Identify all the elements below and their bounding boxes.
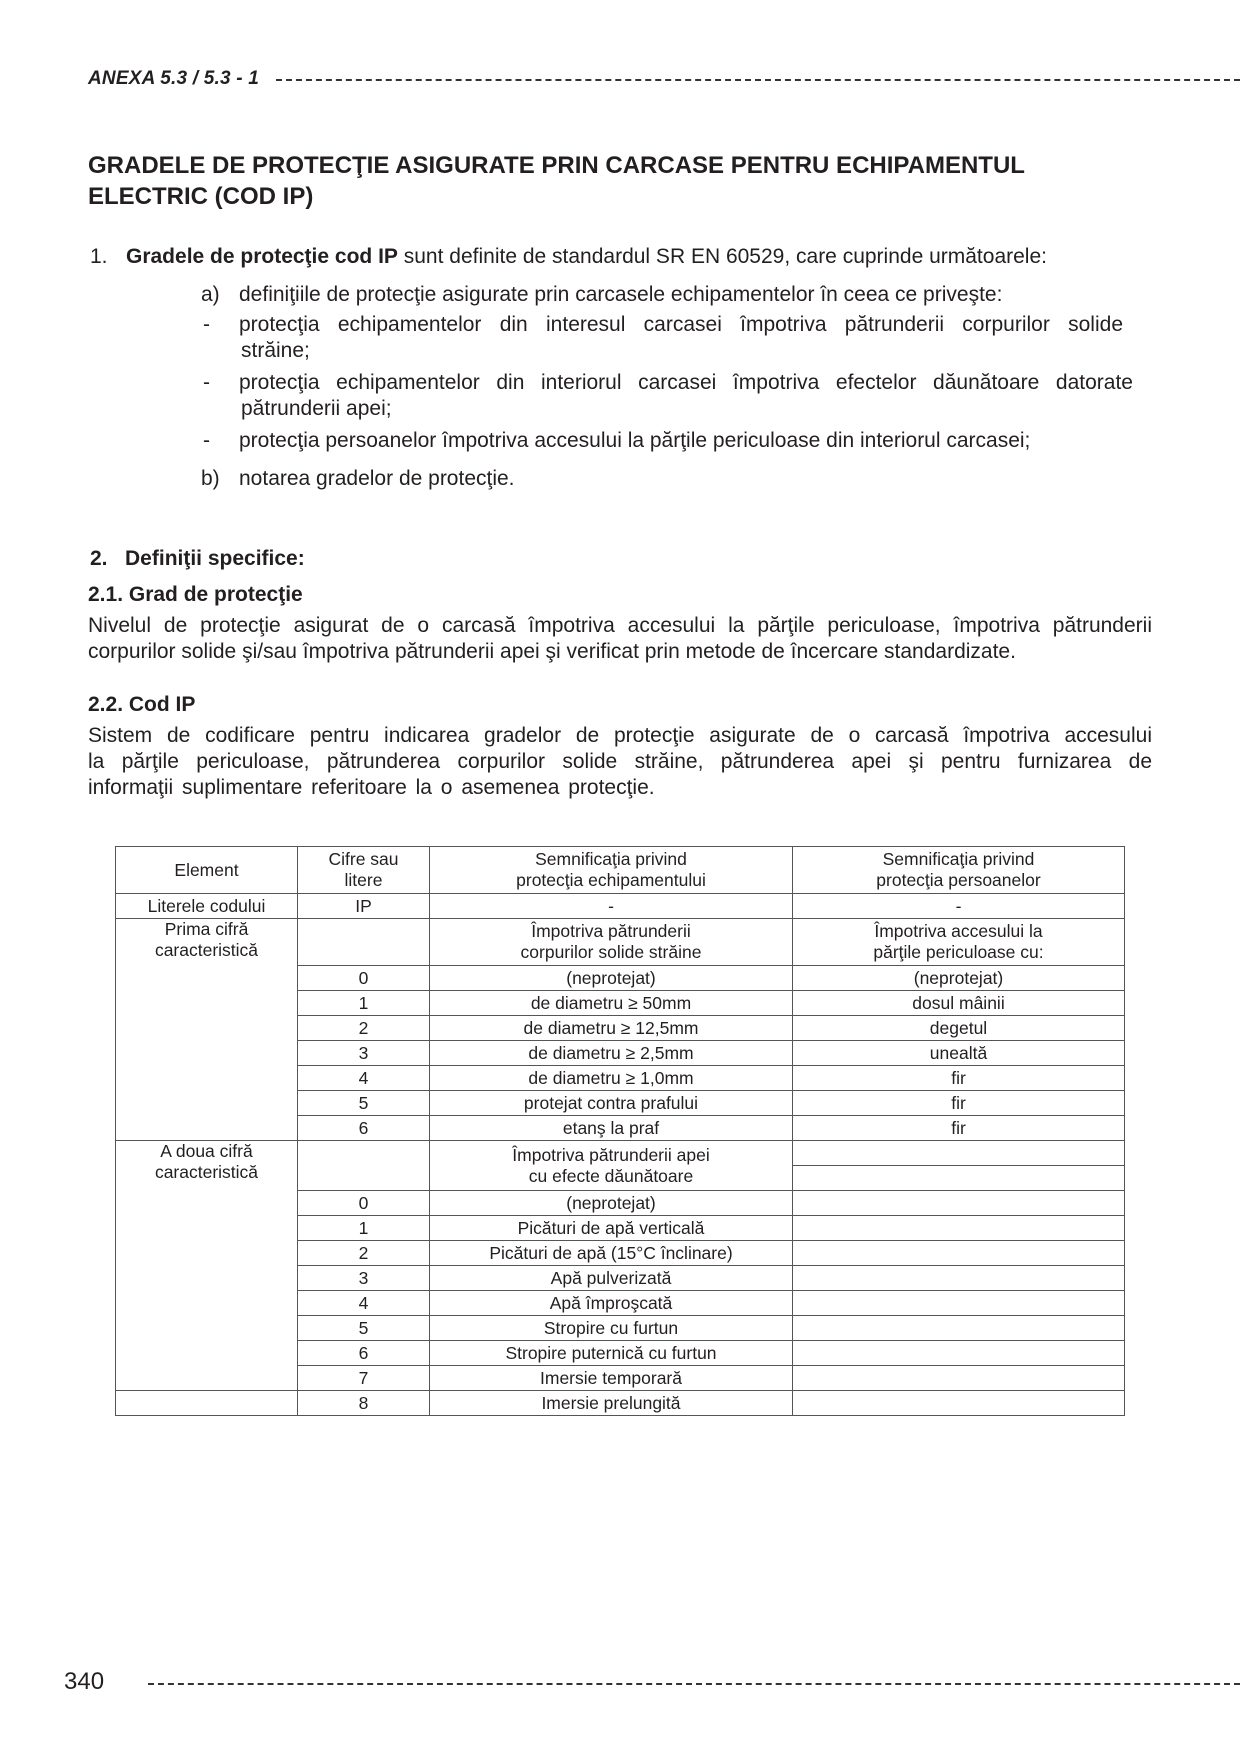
dash-item-2-line-1: protecţia echipamentelor din interiorul carcasei împotriva efectelor dăunătoare datorate bbox=[239, 371, 1133, 394]
table-header-row bbox=[116, 847, 1125, 894]
doua-echip-header bbox=[430, 1141, 793, 1191]
doua-echip-cell: Stropire puternică cu furtun bbox=[430, 1341, 793, 1366]
doua-pers-empty-cell bbox=[793, 1241, 1125, 1266]
prima-pers-line-2: părţile periculoase cu: bbox=[873, 942, 1044, 962]
doua-echip-line-2: cu efecte dăunătoare bbox=[528, 1165, 694, 1186]
table-row bbox=[116, 919, 1125, 966]
doua-pers-empty-cell bbox=[793, 1391, 1125, 1416]
doua-echip-cell: (neprotejat) bbox=[430, 1191, 793, 1216]
prima-digit-cell: 0 bbox=[298, 966, 430, 991]
doua-echip-cell: Apă împroşcată bbox=[430, 1291, 793, 1316]
dash-item-2-line-2: pătrunderii apei; bbox=[241, 397, 392, 420]
item-b-marker: b) bbox=[201, 467, 220, 490]
header-echipament bbox=[430, 847, 793, 894]
doua-pers-empty-cell bbox=[793, 1291, 1125, 1316]
header-cifre-line-2: litere bbox=[344, 870, 383, 890]
doua-digit-cell: 6 bbox=[298, 1341, 430, 1366]
prima-pers-cell: dosul mâinii bbox=[793, 991, 1125, 1016]
doua-digit-cell: 0 bbox=[298, 1191, 430, 1216]
header-echip-line-1: Semnificaţia privind bbox=[535, 849, 687, 869]
prima-pers-cell: unealtă bbox=[793, 1041, 1125, 1066]
doua-echip-cell: Stropire cu furtun bbox=[430, 1316, 793, 1341]
item-a-text: definiţiile de protecţie asigurate prin carcasele echipamentelor în ceea ce priveşte: bbox=[239, 283, 1003, 306]
literele-pers: - bbox=[793, 894, 1125, 919]
dash-marker-1: - bbox=[203, 313, 210, 336]
doua-pers-empty-2 bbox=[793, 1166, 1125, 1191]
dash-item-1-line-2: străine; bbox=[241, 339, 310, 362]
annex-label: ANEXA 5.3 / 5.3 - 1 bbox=[88, 68, 259, 89]
header-pers-line-1: Semnificaţia privind bbox=[882, 849, 1035, 869]
prima-echip-line-1: Împotriva pătrunderii bbox=[531, 921, 691, 941]
section22-line-1: Sistem de codificare pentru indicarea gradelor de protecţie asigurate de o carcasă împotriva accesului bbox=[88, 724, 1152, 747]
prima-digit-cell: 5 bbox=[298, 1091, 430, 1116]
prima-pers-line-1: Împotriva accesului la bbox=[874, 921, 1043, 941]
page-number: 340 bbox=[64, 1668, 105, 1695]
header-pers-line-2: protecţia persoanelor bbox=[876, 870, 1041, 890]
doua-digit-cell: 5 bbox=[298, 1316, 430, 1341]
prima-echip-line-2: corpurilor solide străine bbox=[520, 942, 702, 962]
doua-pers-empty-cell bbox=[793, 1316, 1125, 1341]
doua-echip-cell: Picături de apă verticală bbox=[430, 1216, 793, 1241]
literele-cod: IP bbox=[298, 894, 430, 919]
prima-element bbox=[116, 919, 298, 1141]
section21-line-1: Nivelul de protecţie asigurat de o carcasă împotriva accesului la părţile periculoase, împotriva pătrunderii bbox=[88, 614, 1152, 637]
prima-element-line-2: caracteristică bbox=[154, 940, 259, 960]
prima-cifra-group bbox=[116, 919, 1125, 1141]
doua-echip-cell: Apă pulverizată bbox=[430, 1266, 793, 1291]
section1-lead-rest: sunt definite de standardul SR EN 60529, care cuprinde următoarele: bbox=[397, 245, 1047, 268]
prima-echip-cell: protejat contra prafului bbox=[430, 1091, 793, 1116]
doua-pers-empty-cell bbox=[793, 1341, 1125, 1366]
doua-cifra-group bbox=[116, 1141, 1125, 1416]
page-title bbox=[88, 150, 1148, 212]
section21-heading: 2.1. Grad de protecţie bbox=[88, 583, 303, 606]
literele-element: Literele codului bbox=[116, 894, 298, 919]
section1-lead bbox=[126, 244, 1136, 270]
item-a-marker: a) bbox=[201, 283, 220, 306]
dash-marker-3: - bbox=[203, 429, 210, 452]
prima-digit-cell: 3 bbox=[298, 1041, 430, 1066]
header-cifre-line-1: Cifre sau bbox=[328, 849, 399, 869]
doua-element bbox=[116, 1141, 298, 1391]
dash-item-1-line-1: protecţia echipamentelor din interesul carcasei împotriva pătrunderii corpurilor solide bbox=[239, 313, 1123, 336]
prima-digit-cell: 2 bbox=[298, 1016, 430, 1041]
prima-pers-header bbox=[793, 919, 1125, 966]
doua-echip-cell: Imersie prelungită bbox=[430, 1391, 793, 1416]
prima-cod-empty bbox=[298, 919, 430, 966]
prima-echip-cell: de diametru ≥ 1,0mm bbox=[430, 1066, 793, 1091]
section22-line-2: la părţile periculoase, pătrunderea corpurilor solide străine, pătrunderea apei şi pentru furnizarea de bbox=[88, 750, 1152, 773]
prima-echip-cell: de diametru ≥ 2,5mm bbox=[430, 1041, 793, 1066]
prima-pers-cell: fir bbox=[793, 1116, 1125, 1141]
doua-pers-empty-cell bbox=[793, 1266, 1125, 1291]
doua-digit-cell: 4 bbox=[298, 1291, 430, 1316]
doua-echip-line-1: Împotriva pătrunderii apei bbox=[512, 1144, 710, 1165]
doua-pers-empty-1 bbox=[793, 1141, 1125, 1166]
prima-digit-cell: 4 bbox=[298, 1066, 430, 1091]
prima-digit-cell: 1 bbox=[298, 991, 430, 1016]
prima-digit-cell: 6 bbox=[298, 1116, 430, 1141]
title-line-2: ELECTRIC (COD IP) bbox=[88, 183, 314, 210]
header-divider bbox=[276, 79, 1240, 81]
doua-element-empty-cell bbox=[116, 1391, 298, 1416]
doua-pers-empty-cell bbox=[793, 1366, 1125, 1391]
prima-echip-header bbox=[430, 919, 793, 966]
header-cifre bbox=[298, 847, 430, 894]
prima-echip-cell: (neprotejat) bbox=[430, 966, 793, 991]
title-line-1: GRADELE DE PROTECŢIE ASIGURATE PRIN CARCASE PENTRU ECHIPAMENTUL bbox=[88, 152, 1025, 179]
prima-echip-cell: etanş la praf bbox=[430, 1116, 793, 1141]
ip-code-table bbox=[115, 846, 1125, 1416]
doua-pers-empty-cell bbox=[793, 1216, 1125, 1241]
section22-line-3: informaţii suplimentare referitoare la o asemenea protecţie. bbox=[88, 776, 655, 799]
item-b-text: notarea gradelor de protecţie. bbox=[239, 467, 515, 490]
doua-digit-cell: 2 bbox=[298, 1241, 430, 1266]
doua-cod-empty bbox=[298, 1141, 430, 1191]
section1-number: 1. bbox=[90, 245, 108, 268]
prima-pers-cell: fir bbox=[793, 1091, 1125, 1116]
dash-item-3: protecţia persoanelor împotriva accesului la părţile periculoase din interiorul carcasei; bbox=[239, 429, 1031, 452]
doua-digit-cell: 3 bbox=[298, 1266, 430, 1291]
section21-line-2: corpurilor solide şi/sau împotriva pătrunderii apei şi verificat prin metode de încercare standardizate. bbox=[88, 640, 1016, 663]
prima-pers-cell: degetul bbox=[793, 1016, 1125, 1041]
doua-element-line-1: A doua cifră bbox=[160, 1141, 253, 1161]
section22-heading: 2.2. Cod IP bbox=[88, 693, 196, 716]
doua-echip-cell: Picături de apă (15°C înclinare) bbox=[430, 1241, 793, 1266]
prima-echip-cell: de diametru ≥ 50mm bbox=[430, 991, 793, 1016]
footer-divider bbox=[148, 1683, 1240, 1685]
prima-pers-cell: fir bbox=[793, 1066, 1125, 1091]
table-row bbox=[116, 1141, 1125, 1166]
prima-element-line-1: Prima cifră bbox=[164, 919, 249, 939]
literele-echip: - bbox=[430, 894, 793, 919]
doua-pers-empty-cell bbox=[793, 1191, 1125, 1216]
dash-marker-2: - bbox=[203, 371, 210, 394]
table-row bbox=[116, 894, 1125, 919]
prima-echip-cell: de diametru ≥ 12,5mm bbox=[430, 1016, 793, 1041]
doua-element-line-2: caracteristică bbox=[154, 1162, 259, 1182]
doua-echip-cell: Imersie temporară bbox=[430, 1366, 793, 1391]
header-element: Element bbox=[116, 847, 298, 894]
doua-digit-cell: 1 bbox=[298, 1216, 430, 1241]
header-persoane bbox=[793, 847, 1125, 894]
doua-digit-cell: 8 bbox=[298, 1391, 430, 1416]
section1-lead-bold: Gradele de protecţie cod IP bbox=[126, 245, 398, 268]
prima-pers-cell: (neprotejat) bbox=[793, 966, 1125, 991]
header-echip-line-2: protecţia echipamentului bbox=[516, 870, 706, 890]
section2-heading: 2. Definiţii specifice: bbox=[90, 547, 305, 570]
table-row bbox=[116, 1391, 1125, 1416]
doua-digit-cell: 7 bbox=[298, 1366, 430, 1391]
